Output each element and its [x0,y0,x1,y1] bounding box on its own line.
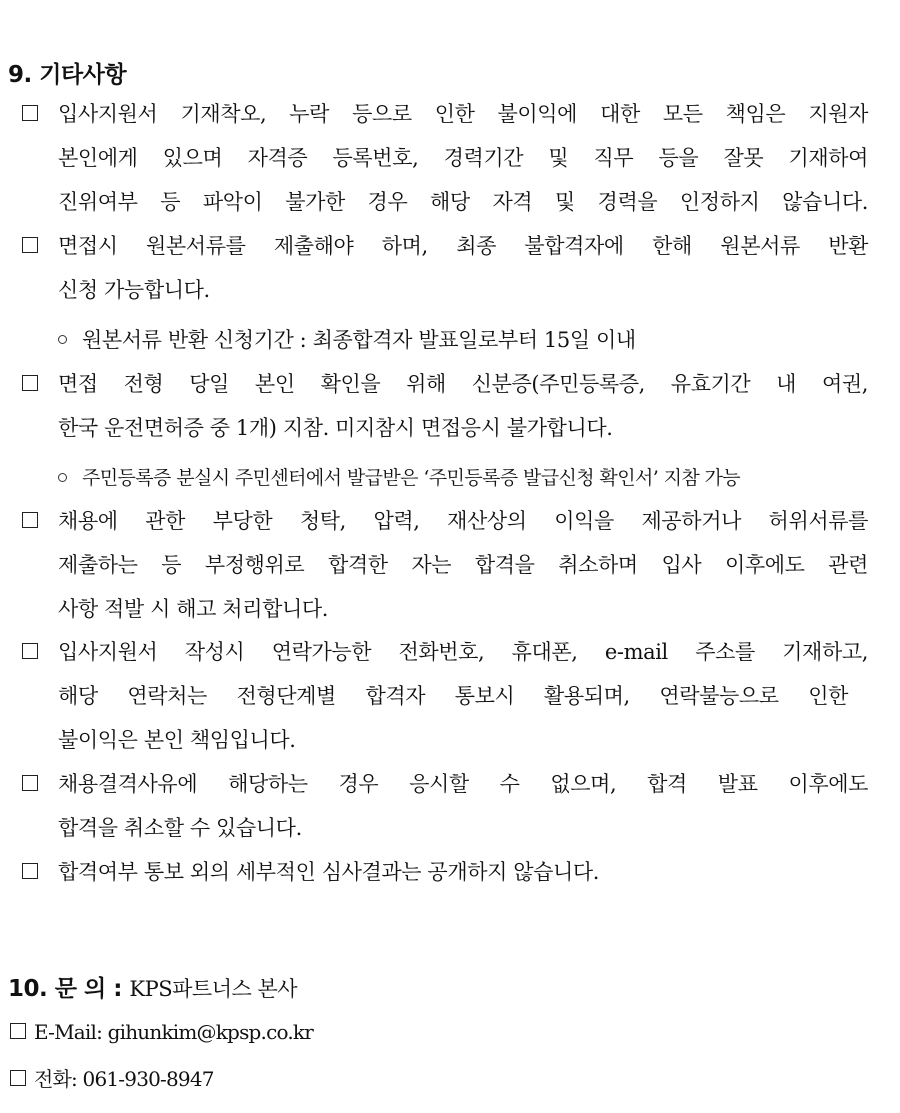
item-7-line-1: 합격여부 통보 외의 세부적인 심사결과는 공개하지 않습니다. [58,860,600,884]
checkbox-square-icon [22,237,38,253]
item-3-line-1: 면접 전형 당일 본인 확인을 위해 신분증(주민등록증, 유효기간 내 여권, [58,372,868,396]
section-10-title: 10. 문 의 : [8,976,122,1002]
item-3-sub-text: 주민등록증 분실시 주민센터에서 발급받은 ‘주민등록증 발급신청 확인서’ 지참 가능 [82,467,741,489]
checkbox-square-icon [22,863,38,879]
circle-bullet-icon [58,473,67,482]
item-3-line-2: 한국 운전면허증 중 1개) 지참. 미지참시 면접응시 불가합니다. [58,416,613,440]
item-6-line-1: 채용결격사유에 해당하는 경우 응시할 수 없으며, 합격 발표 이후에도 [58,772,868,796]
checkbox-square-icon [22,105,38,121]
checkbox-square-icon [22,775,38,791]
item-4-line-1: 채용에 관한 부당한 청탁, 압력, 재산상의 이익을 제공하거나 허위서류를 [58,509,868,533]
item-1-line-3: 진위여부 등 파악이 불가한 경우 해당 자격 및 경력을 인정하지 않습니다. [58,190,868,214]
checkbox-square-icon [22,643,38,659]
checkbox-square-icon [10,1070,26,1086]
item-1-line-2: 본인에게 있으며 자격증 등록번호, 경력기간 및 직무 등을 잘못 기재하여 [58,146,868,170]
section-10-org: KPS파트너스 본사 [129,977,298,1001]
contact-email-text[interactable]: E-Mail: gihunkim@kpsp.co.kr [34,1020,314,1044]
checkbox-square-icon [22,512,38,528]
checkbox-square-icon [10,1023,26,1039]
item-1-line-1: 입사지원서 기재착오, 누락 등으로 인한 불이익에 대한 모든 책임은 지원자 [58,102,868,126]
item-4-line-2: 제출하는 등 부정행위로 합격한 자는 합격을 취소하며 입사 이후에도 관련 [58,553,868,577]
section-10-heading [8,970,297,1003]
item-5-line-1: 입사지원서 작성시 연락가능한 전화번호, 휴대폰, e-mail 주소를 기재하고, [58,640,868,664]
item-2-sub-text: 원본서류 반환 신청기간 : 최종합격자 발표일로부터 15일 이내 [82,328,636,352]
checkbox-square-icon [22,375,38,391]
circle-bullet-icon [58,335,67,344]
item-5-line-3: 불이익은 본인 책임입니다. [58,728,296,752]
item-6-line-2: 합격을 취소할 수 있습니다. [58,816,302,840]
item-2-line-1: 면접시 원본서류를 제출해야 하며, 최종 불합격자에 한해 원본서류 반환 [58,234,868,258]
section-9-heading: 9. 기타사항 [8,62,127,88]
item-4-line-3: 사항 적발 시 해고 처리합니다. [58,597,329,621]
item-5-line-2: 해당 연락처는 전형단계별 합격자 통보시 활용되며, 연락불능으로 인한 [58,684,848,708]
item-2-line-2: 신청 가능합니다. [58,278,210,302]
contact-phone-text: 전화: 061-930-8947 [34,1067,214,1091]
